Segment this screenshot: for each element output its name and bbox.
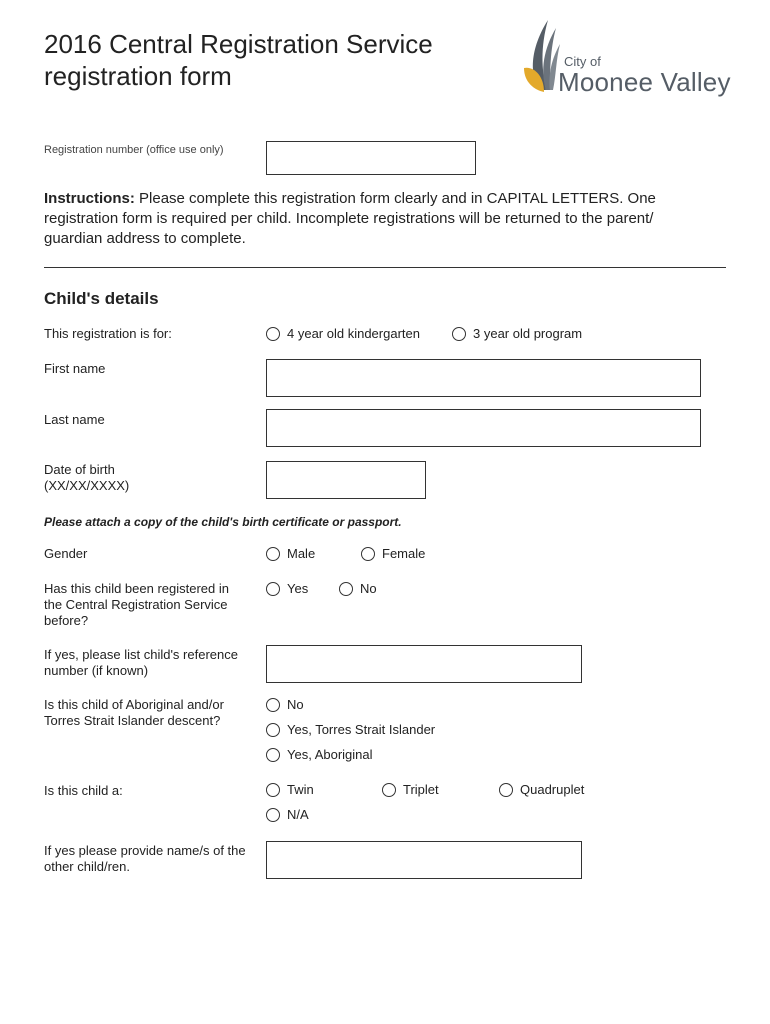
first-name-field[interactable] xyxy=(266,359,701,397)
title-line-2: registration form xyxy=(44,61,232,91)
radio-label: No xyxy=(360,581,377,596)
aboriginal-label xyxy=(44,697,224,729)
radio-quadruplet[interactable] xyxy=(499,782,584,797)
gender-label: Gender xyxy=(44,546,88,561)
radio-registered-yes[interactable] xyxy=(266,581,308,596)
registered-before-line-3: before? xyxy=(44,613,89,628)
dob-label xyxy=(44,462,129,494)
dob-label-line-1: Date of birth xyxy=(44,462,115,477)
logo-name-text: Moonee Valley xyxy=(558,67,731,97)
instructions-text: Please complete this registration form clearly and in CAPITAL LETTERS. One registration form is required per child. Incomplete registrations will be returned to the parent/ guardian address to complete. xyxy=(44,190,656,247)
radio-aboriginal[interactable] xyxy=(266,747,373,762)
radio-registered-no[interactable] xyxy=(339,581,377,596)
multiple-birth-label: Is this child a: xyxy=(44,783,123,798)
registration-for-label: This registration is for: xyxy=(44,326,172,341)
registered-before-line-1: Has this child been registered in xyxy=(44,581,229,596)
radio-circle-icon[interactable] xyxy=(266,547,280,561)
radio-label: Quadruplet xyxy=(520,782,585,797)
council-logo xyxy=(520,18,730,98)
radio-circle-icon[interactable] xyxy=(266,748,280,762)
radio-female[interactable] xyxy=(361,546,425,561)
other-children-label xyxy=(44,843,246,875)
radio-circle-icon[interactable] xyxy=(266,808,280,822)
reference-label-line-1: If yes, please list child's reference xyxy=(44,647,238,662)
radio-torres-strait-islander[interactable] xyxy=(266,722,435,737)
radio-male[interactable] xyxy=(266,546,315,561)
radio-circle-icon[interactable] xyxy=(266,783,280,797)
radio-4-year-kindergarten[interactable] xyxy=(266,326,420,341)
other-children-line-2: other child/ren. xyxy=(44,859,130,874)
title-line-1: 2016 Central Registration Service xyxy=(44,29,433,59)
radio-label: Female xyxy=(382,546,426,561)
reference-label-line-2: number (if known) xyxy=(44,663,149,678)
page-title xyxy=(44,28,504,92)
radio-circle-icon[interactable] xyxy=(452,327,466,341)
birth-certificate-note: Please attach a copy of the child's birth certificate or passport. xyxy=(44,515,402,529)
radio-label: Male xyxy=(287,546,316,561)
instructions-lead: Instructions: xyxy=(44,190,135,207)
logo-city-text: City of xyxy=(564,54,601,69)
registration-number-field[interactable] xyxy=(266,141,476,175)
instructions xyxy=(44,189,704,249)
first-name-label: First name xyxy=(44,361,106,376)
radio-triplet[interactable] xyxy=(382,782,439,797)
dob-field[interactable] xyxy=(266,461,426,499)
radio-label: Yes xyxy=(287,581,309,596)
radio-label: No xyxy=(287,697,304,712)
aboriginal-label-line-1: Is this child of Aboriginal and/or xyxy=(44,697,224,712)
other-children-line-1: If yes please provide name/s of the xyxy=(44,843,246,858)
radio-circle-icon[interactable] xyxy=(266,723,280,737)
radio-na[interactable] xyxy=(266,807,309,822)
radio-label: 3 year old program xyxy=(473,326,583,341)
other-children-field[interactable] xyxy=(266,841,582,879)
section-title: Child's details xyxy=(44,289,159,308)
dob-label-line-2: (XX/XX/XXXX) xyxy=(44,478,130,493)
radio-circle-icon[interactable] xyxy=(266,582,280,596)
reference-number-field[interactable] xyxy=(266,645,582,683)
divider xyxy=(44,267,726,268)
radio-label: Twin xyxy=(287,782,314,797)
radio-circle-icon[interactable] xyxy=(499,783,513,797)
last-name-field[interactable] xyxy=(266,409,701,447)
aboriginal-label-line-2: Torres Strait Islander descent? xyxy=(44,713,221,728)
radio-circle-icon[interactable] xyxy=(266,698,280,712)
last-name-label: Last name xyxy=(44,412,105,427)
registered-before-line-2: the Central Registration Service xyxy=(44,597,228,612)
reference-label xyxy=(44,647,238,679)
radio-3-year-program[interactable] xyxy=(452,326,582,341)
office-use-label: Registration number (office use only) xyxy=(44,144,224,156)
radio-circle-icon[interactable] xyxy=(382,783,396,797)
registered-before-label xyxy=(44,581,229,629)
radio-circle-icon[interactable] xyxy=(361,547,375,561)
radio-label: 4 year old kindergarten xyxy=(287,326,420,341)
radio-aboriginal-no[interactable] xyxy=(266,697,304,712)
radio-circle-icon[interactable] xyxy=(339,582,353,596)
radio-label: Yes, Torres Strait Islander xyxy=(287,722,436,737)
radio-circle-icon[interactable] xyxy=(266,327,280,341)
radio-label: N/A xyxy=(287,807,309,822)
radio-label: Yes, Aboriginal xyxy=(287,747,373,762)
radio-label: Triplet xyxy=(403,782,439,797)
radio-twin[interactable] xyxy=(266,782,314,797)
